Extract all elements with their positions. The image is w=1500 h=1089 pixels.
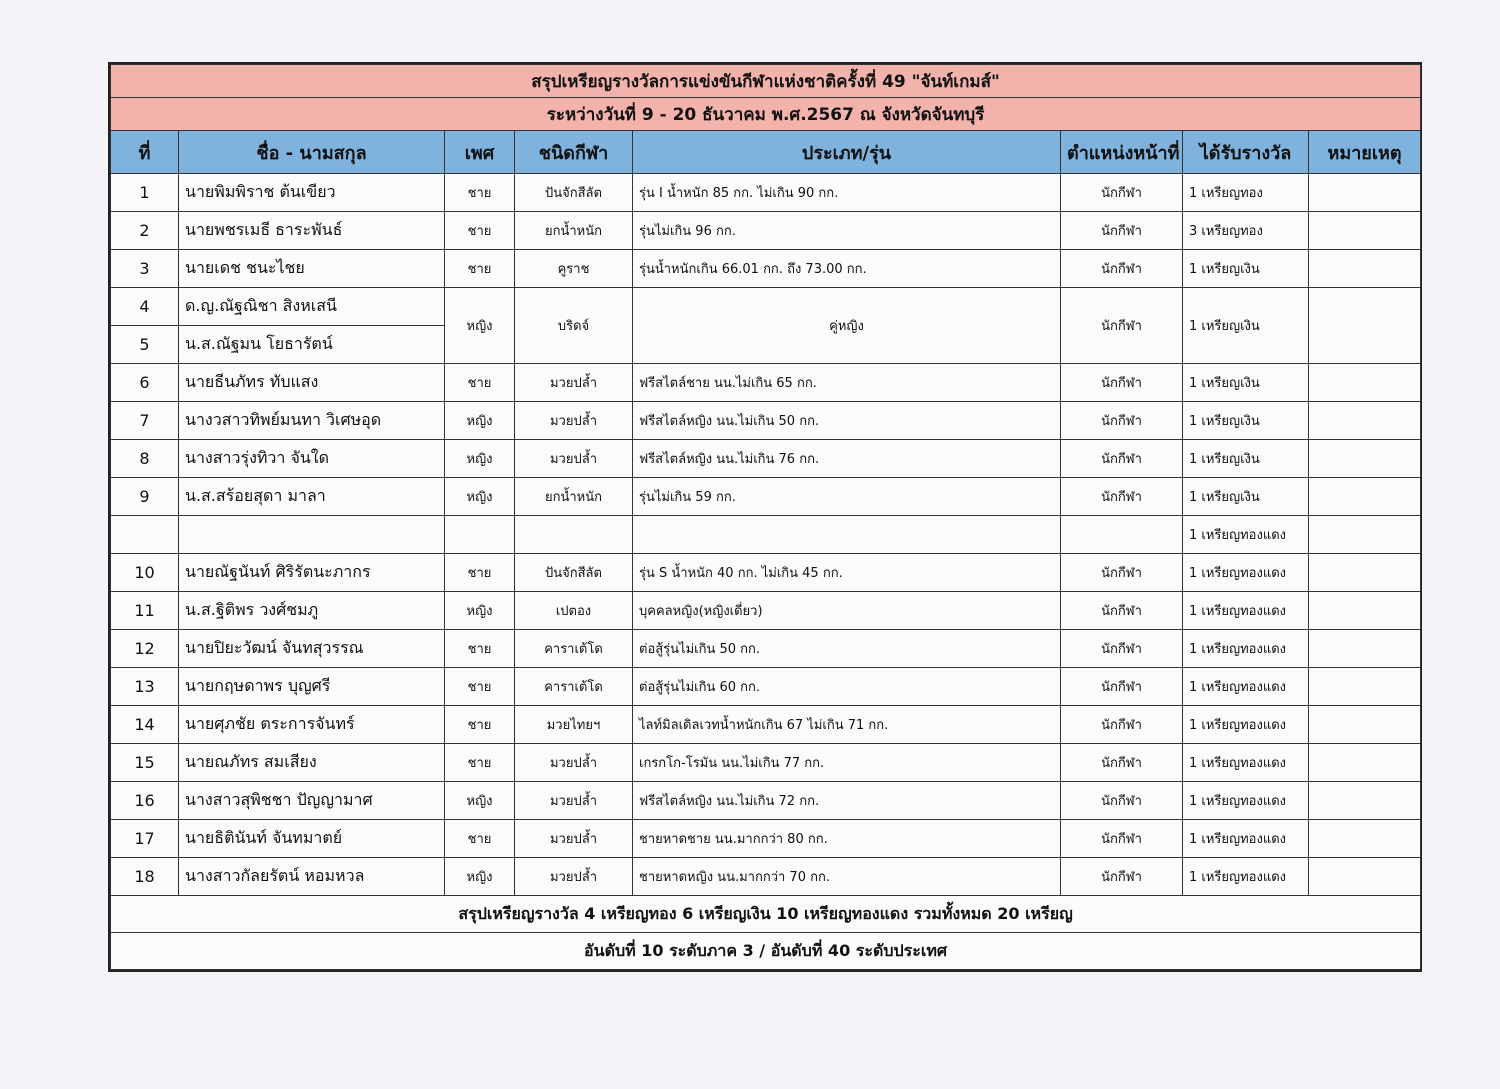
category-cell: รุ่นไม่เกิน 96 กก.	[633, 212, 1061, 250]
position-cell: นักกีฬา	[1061, 782, 1183, 820]
gender-cell: หญิง	[445, 592, 515, 630]
award-cell: 1 เหรียญเงิน	[1183, 250, 1309, 288]
category-cell: ชายหาดชาย นน.มากกว่า 80 กก.	[633, 820, 1061, 858]
remark-cell	[1309, 174, 1421, 212]
medal-summary: สรุปเหรียญรางวัล 4 เหรียญทอง 6 เหรียญเงิน 10 เหรียญทองแดง รวมทั้งหมด 20 เหรียญ	[111, 896, 1421, 933]
athlete-name: นายธีนภัทร ทับแสง	[179, 364, 445, 402]
row-number: 15	[111, 744, 179, 782]
position-cell: นักกีฬา	[1061, 364, 1183, 402]
position-cell: นักกีฬา	[1061, 744, 1183, 782]
gender-cell: ชาย	[445, 668, 515, 706]
remark-cell	[1309, 364, 1421, 402]
award-cell: 1 เหรียญทองแดง	[1183, 782, 1309, 820]
athlete-name: นายกฤษดาพร บุญศรี	[179, 668, 445, 706]
table-row	[111, 516, 1421, 554]
sport-cell: คาราเต้โด	[515, 668, 633, 706]
ranking-line: อันดับที่ 10 ระดับภาค 3 / อันดับที่ 40 ระดับประเทศ	[111, 933, 1421, 970]
athlete-name: ด.ญ.ณัฐณิชา สิงหเสนี	[179, 288, 445, 326]
category-cell: ต่อสู้รุ่นไม่เกิน 60 กก.	[633, 668, 1061, 706]
position-cell: นักกีฬา	[1061, 212, 1183, 250]
gender-cell: หญิง	[445, 288, 515, 364]
remark-cell	[1309, 212, 1421, 250]
row-number: 3	[111, 250, 179, 288]
table-row	[111, 440, 1421, 478]
position-cell: นักกีฬา	[1061, 478, 1183, 516]
athlete-name: นายณัฐนันท์ ศิริรัตนะภากร	[179, 554, 445, 592]
award-cell: 1 เหรียญทอง	[1183, 174, 1309, 212]
athlete-name: นายธิตินันท์ จันทมาตย์	[179, 820, 445, 858]
header-sport: ชนิดกีฬา	[515, 131, 633, 174]
sport-cell: ยกน้ำหนัก	[515, 478, 633, 516]
sport-cell: คูราช	[515, 250, 633, 288]
row-number: 17	[111, 820, 179, 858]
category-cell: รุ่น I น้ำหนัก 85 กก. ไม่เกิน 90 กก.	[633, 174, 1061, 212]
table-row	[111, 250, 1421, 288]
remark-cell	[1309, 858, 1421, 896]
table-row	[111, 478, 1421, 516]
award-cell: 1 เหรียญทองแดง	[1183, 744, 1309, 782]
row-number: 2	[111, 212, 179, 250]
header-award: ได้รับรางวัล	[1183, 131, 1309, 174]
athlete-name: น.ส.สร้อยสุดา มาลา	[179, 478, 445, 516]
gender-cell: ชาย	[445, 250, 515, 288]
athlete-name: น.ส.ฐิติพร วงศ์ชมภู	[179, 592, 445, 630]
table-row	[111, 630, 1421, 668]
sport-cell: มวยไทยฯ	[515, 706, 633, 744]
athlete-name: นางสาวรุ่งทิวา จันใด	[179, 440, 445, 478]
remark-cell	[1309, 478, 1421, 516]
sport-cell: มวยปล้ำ	[515, 858, 633, 896]
athlete-name: นายเดช ชนะไชย	[179, 250, 445, 288]
table-row	[111, 554, 1421, 592]
table-row	[111, 820, 1421, 858]
remark-cell	[1309, 440, 1421, 478]
athlete-name: นายพิมพิราช ต้นเขียว	[179, 174, 445, 212]
row-number: 10	[111, 554, 179, 592]
row-number: 9	[111, 478, 179, 516]
row-number: 16	[111, 782, 179, 820]
award-cell: 1 เหรียญทองแดง	[1183, 592, 1309, 630]
table-row	[111, 364, 1421, 402]
gender-cell: ชาย	[445, 820, 515, 858]
position-cell: นักกีฬา	[1061, 630, 1183, 668]
gender-cell	[445, 516, 515, 554]
row-number: 4	[111, 288, 179, 326]
position-cell: นักกีฬา	[1061, 250, 1183, 288]
remark-cell	[1309, 592, 1421, 630]
sport-cell: มวยปล้ำ	[515, 744, 633, 782]
row-number: 6	[111, 364, 179, 402]
row-number: 5	[111, 326, 179, 364]
award-cell: 1 เหรียญเงิน	[1183, 478, 1309, 516]
category-cell: ชายหาดหญิง นน.มากกว่า 70 กก.	[633, 858, 1061, 896]
row-number: 8	[111, 440, 179, 478]
category-cell: บุคคลหญิง(หญิงเดี่ยว)	[633, 592, 1061, 630]
row-number: 7	[111, 402, 179, 440]
header-gender: เพศ	[445, 131, 515, 174]
award-cell: 1 เหรียญเงิน	[1183, 402, 1309, 440]
remark-cell	[1309, 516, 1421, 554]
table-row	[111, 782, 1421, 820]
position-cell: นักกีฬา	[1061, 554, 1183, 592]
gender-cell: ชาย	[445, 212, 515, 250]
remark-cell	[1309, 782, 1421, 820]
award-cell: 1 เหรียญทองแดง	[1183, 630, 1309, 668]
table-row	[111, 174, 1421, 212]
sport-cell: มวยปล้ำ	[515, 440, 633, 478]
gender-cell: หญิง	[445, 440, 515, 478]
award-cell: 1 เหรียญเงิน	[1183, 288, 1309, 364]
category-cell: เกรกโก-โรมัน นน.ไม่เกิน 77 กก.	[633, 744, 1061, 782]
row-number: 13	[111, 668, 179, 706]
medal-summary-sheet	[108, 62, 1422, 972]
gender-cell: หญิง	[445, 782, 515, 820]
category-cell: ฟรีสไตล์หญิง นน.ไม่เกิน 76 กก.	[633, 440, 1061, 478]
award-cell: 1 เหรียญทองแดง	[1183, 858, 1309, 896]
gender-cell: หญิง	[445, 402, 515, 440]
remark-cell	[1309, 706, 1421, 744]
sport-cell: บริดจ์	[515, 288, 633, 364]
position-cell: นักกีฬา	[1061, 174, 1183, 212]
header-remark: หมายเหตุ	[1309, 131, 1421, 174]
position-cell: นักกีฬา	[1061, 402, 1183, 440]
athlete-name: นายปิยะวัฒน์ จันทสุวรรณ	[179, 630, 445, 668]
table-row	[111, 858, 1421, 896]
sport-cell: มวยปล้ำ	[515, 820, 633, 858]
category-cell: ฟรีสไตล์หญิง นน.ไม่เกิน 50 กก.	[633, 402, 1061, 440]
gender-cell: หญิง	[445, 478, 515, 516]
award-cell: 1 เหรียญเงิน	[1183, 440, 1309, 478]
award-cell: 3 เหรียญทอง	[1183, 212, 1309, 250]
gender-cell: ชาย	[445, 706, 515, 744]
gender-cell: ชาย	[445, 744, 515, 782]
athlete-name: นายณภัทร สมเสียง	[179, 744, 445, 782]
gender-cell: ชาย	[445, 554, 515, 592]
position-cell: นักกีฬา	[1061, 706, 1183, 744]
row-number: 18	[111, 858, 179, 896]
position-cell	[1061, 516, 1183, 554]
title-line-2: ระหว่างวันที่ 9 - 20 ธันวาคม พ.ศ.2567 ณ จังหวัดจันทบุรี	[111, 98, 1421, 131]
table-row	[111, 744, 1421, 782]
remark-cell	[1309, 744, 1421, 782]
category-cell: ฟรีสไตล์หญิง นน.ไม่เกิน 72 กก.	[633, 782, 1061, 820]
athlete-name: นายศุภชัย ตระการจันทร์	[179, 706, 445, 744]
position-cell: นักกีฬา	[1061, 820, 1183, 858]
table-row	[111, 668, 1421, 706]
award-cell: 1 เหรียญทองแดง	[1183, 554, 1309, 592]
table-row	[111, 212, 1421, 250]
position-cell: นักกีฬา	[1061, 440, 1183, 478]
title-line-1: สรุปเหรียญรางวัลการแข่งขันกีฬาแห่งชาติครั้งที่ 49 "จันท์เกมส์"	[111, 65, 1421, 98]
category-cell: รุ่นน้ำหนักเกิน 66.01 กก. ถึง 73.00 กก.	[633, 250, 1061, 288]
athlete-name: น.ส.ณัฐมน โยธารัตน์	[179, 326, 445, 364]
award-cell: 1 เหรียญทองแดง	[1183, 516, 1309, 554]
sport-cell: มวยปล้ำ	[515, 782, 633, 820]
header-position: ตำแหน่งหน้าที่	[1061, 131, 1183, 174]
table-row	[111, 592, 1421, 630]
sport-cell: ยกน้ำหนัก	[515, 212, 633, 250]
gender-cell: ชาย	[445, 174, 515, 212]
sport-cell: มวยปล้ำ	[515, 402, 633, 440]
award-cell: 1 เหรียญทองแดง	[1183, 668, 1309, 706]
athlete-name: นางวสาวทิพย์มนทา วิเศษอุด	[179, 402, 445, 440]
remark-cell	[1309, 630, 1421, 668]
award-cell: 1 เหรียญเงิน	[1183, 364, 1309, 402]
header-row	[111, 131, 1421, 174]
row-number: 14	[111, 706, 179, 744]
row-number: 11	[111, 592, 179, 630]
sport-cell: มวยปล้ำ	[515, 364, 633, 402]
award-cell: 1 เหรียญทองแดง	[1183, 706, 1309, 744]
header-category: ประเภท/รุ่น	[633, 131, 1061, 174]
category-cell: คู่หญิง	[633, 288, 1061, 364]
sport-cell: ปันจักสีลัต	[515, 554, 633, 592]
position-cell: นักกีฬา	[1061, 858, 1183, 896]
category-cell: ไลท์มิลเดิลเวทน้ำหนักเกิน 67 ไม่เกิน 71 กก.	[633, 706, 1061, 744]
award-cell: 1 เหรียญทองแดง	[1183, 820, 1309, 858]
row-number: 1	[111, 174, 179, 212]
sport-cell	[515, 516, 633, 554]
athlete-name: นายพชรเมธี ธาระพันธ์	[179, 212, 445, 250]
remark-cell	[1309, 554, 1421, 592]
remark-cell	[1309, 250, 1421, 288]
row-number: 12	[111, 630, 179, 668]
sport-cell: คาราเต้โด	[515, 630, 633, 668]
sport-cell: ปันจักสีลัต	[515, 174, 633, 212]
athlete-name: นางสาวสุพิชชา ปัญญามาศ	[179, 782, 445, 820]
remark-cell	[1309, 402, 1421, 440]
position-cell: นักกีฬา	[1061, 668, 1183, 706]
header-no: ที่	[111, 131, 179, 174]
gender-cell: ชาย	[445, 364, 515, 402]
position-cell: นักกีฬา	[1061, 592, 1183, 630]
remark-cell	[1309, 288, 1421, 364]
category-cell: ต่อสู้รุ่นไม่เกิน 50 กก.	[633, 630, 1061, 668]
position-cell: นักกีฬา	[1061, 288, 1183, 364]
table-row	[111, 402, 1421, 440]
table-row	[111, 288, 1421, 326]
category-cell: รุ่น S น้ำหนัก 40 กก. ไม่เกิน 45 กก.	[633, 554, 1061, 592]
remark-cell	[1309, 820, 1421, 858]
row-number	[111, 516, 179, 554]
category-cell	[633, 516, 1061, 554]
gender-cell: หญิง	[445, 858, 515, 896]
gender-cell: ชาย	[445, 630, 515, 668]
table-row	[111, 706, 1421, 744]
category-cell: ฟรีสไตล์ชาย นน.ไม่เกิน 65 กก.	[633, 364, 1061, 402]
sport-cell: เปตอง	[515, 592, 633, 630]
header-name: ชื่อ - นามสกุล	[179, 131, 445, 174]
category-cell: รุ่นไม่เกิน 59 กก.	[633, 478, 1061, 516]
athlete-name: นางสาวกัลยรัตน์ หอมหวล	[179, 858, 445, 896]
remark-cell	[1309, 668, 1421, 706]
athlete-name	[179, 516, 445, 554]
medal-table	[110, 64, 1421, 970]
